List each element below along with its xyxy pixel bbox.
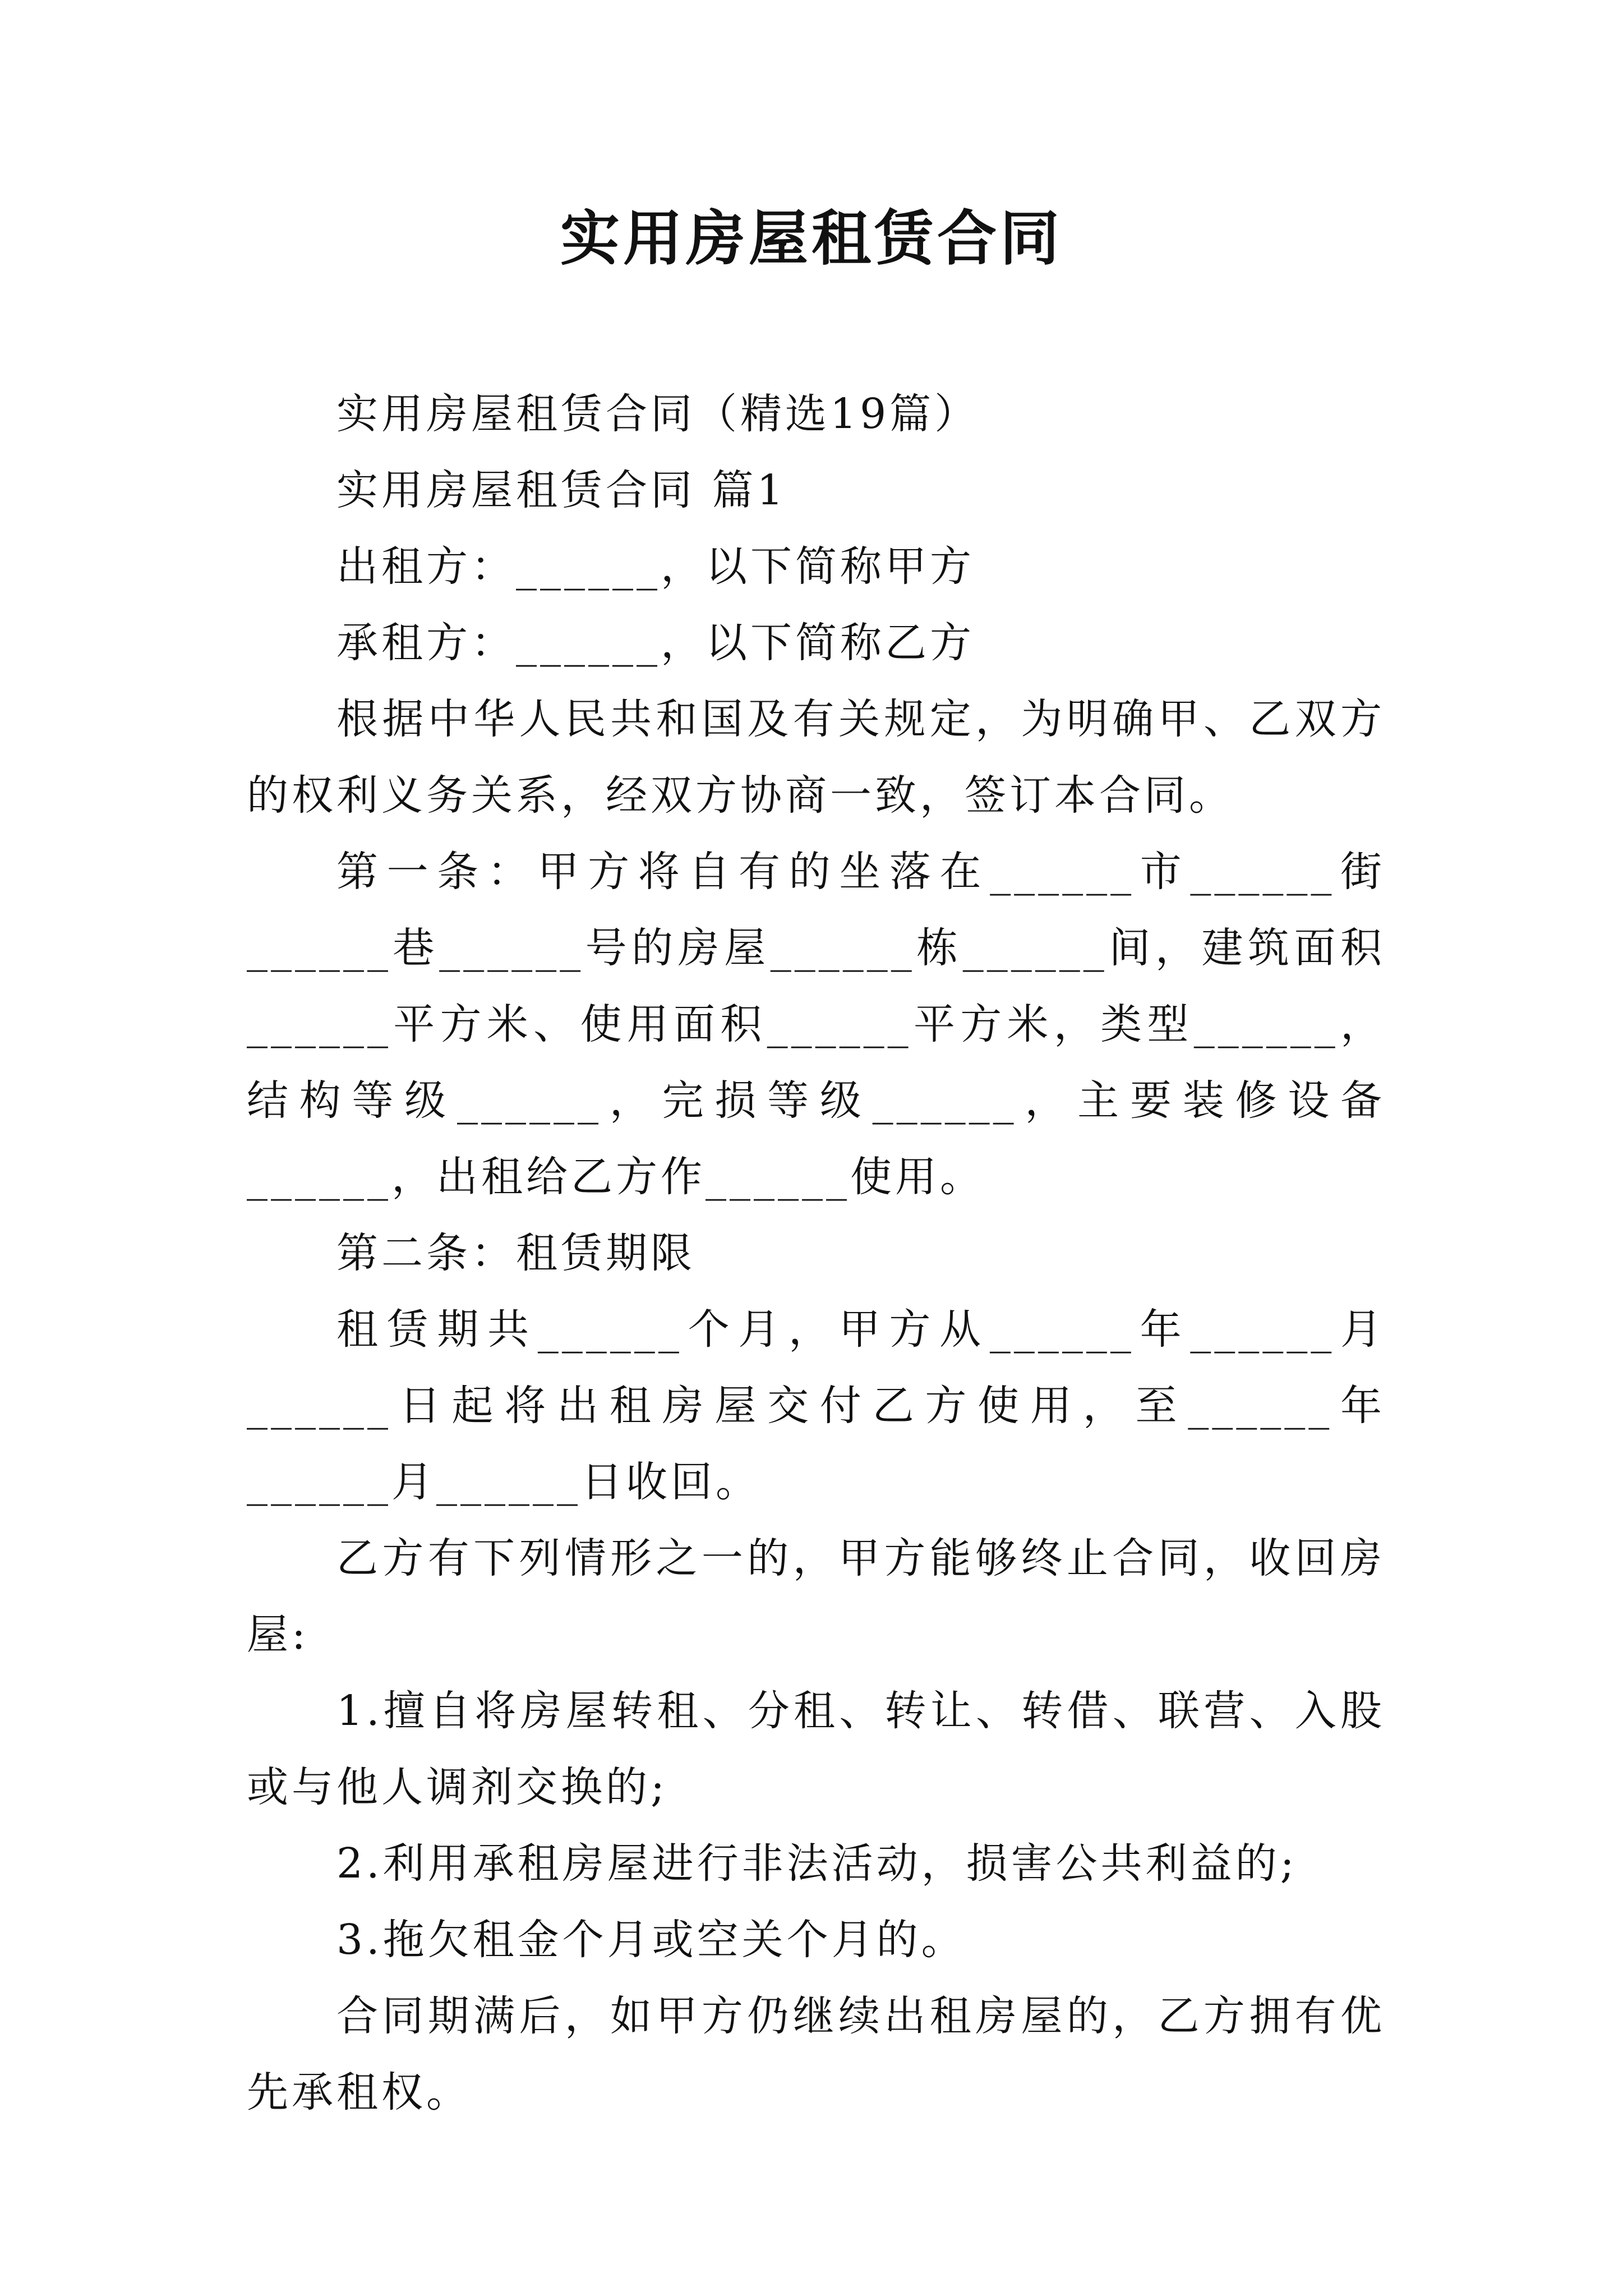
document-body: [247, 376, 1385, 2131]
paragraph-lessor: 出租方：______，以下简称甲方: [336, 542, 975, 591]
paragraph-termination-intro: 乙方有下列情形之一的，甲方能够终止合同，收回房屋:: [247, 1534, 1385, 1659]
paragraph-subtitle: 实用房屋租赁合同（精选19篇）: [336, 390, 980, 438]
document-title: 实用房屋租赁合同: [560, 203, 1063, 273]
paragraph-lease-term: 租赁期共______个月，甲方从______年______月______日起将出租房屋交付乙方使用，至______年______月______日收回。: [247, 1305, 1385, 1506]
paragraph-lessee: 承租方：______，以下简称乙方: [336, 619, 975, 667]
paragraph-section-heading: 实用房屋租赁合同 篇1: [336, 466, 787, 514]
paragraph-preamble: 根据中华人民共和国及有关规定，为明确甲、乙双方的权利义务关系，经双方协商一致，签订本合同。: [247, 695, 1385, 820]
paragraph-termination-item-2: 2.利用承租房屋进行非法活动，损害公共利益的;: [336, 1839, 1298, 1888]
paragraph-termination-item-3: 3.拖欠租金个月或空关个月的。: [336, 1916, 966, 1964]
paragraph-article-1: 第一条：甲方将自有的坐落在______市______街______巷______号的房屋______栋______间，建筑面积______平方米、使用面积______平方米，类型______，结构等级______，完损等级______，主要装修设备______，出租给乙方作______使用。: [247, 848, 1385, 1201]
paragraph-termination-item-1: 1.擅自将房屋转租、分租、转让、转借、联营、入股或与他人调剂交换的;: [247, 1687, 1385, 1811]
paragraph-article-2-heading: 第二条：租赁期限: [336, 1229, 695, 1277]
paragraph-renewal: 合同期满后，如甲方仍继续出租房屋的，乙方拥有优先承租权。: [247, 1992, 1385, 2116]
